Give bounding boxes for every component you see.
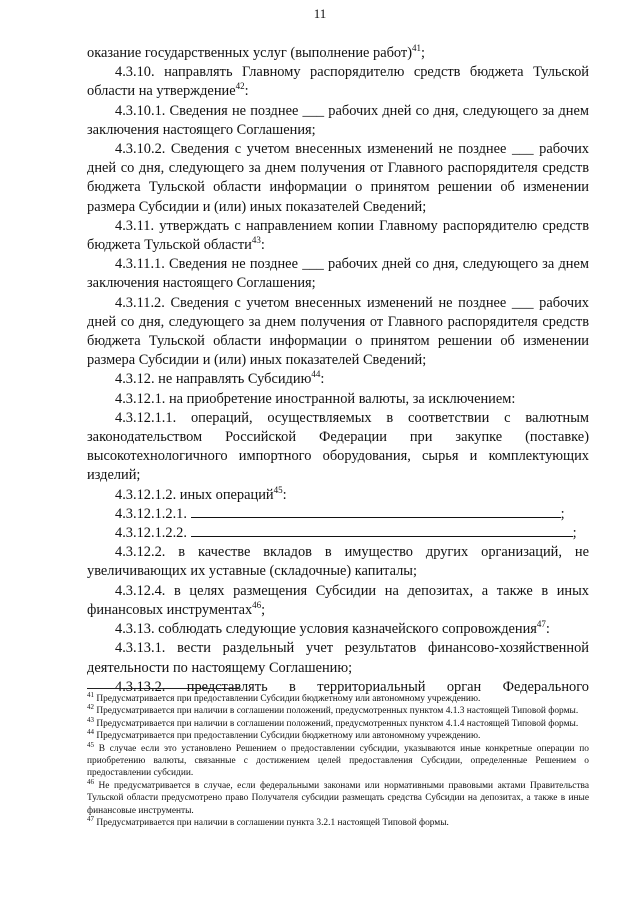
blank-fill-line [191,505,561,518]
paragraph-4-3-12-1-1: 4.3.12.1.1. операций, осуществляемых в соответствии с валютным законодательством Российской Федерации при закупке (поставке) высокотехнологичного импортного оборудования, сырья и комплектующих изделий; [87,409,589,484]
footnote-44: $^{44}$ Предусматривается при предоставлении Субсидии бюджетному или автономному учреждению. [87,728,481,742]
footnote-43: $^{43}$ Предусматривается при наличии в соглашении положений, предусмотренных пунктом 4.1.4 настоящей Типовой формы. [87,715,579,729]
paragraph-4-3-10: 4.3.10. направлять Главному распорядителю средств бюджета Тульской области на утверждение$^{42}$: [87,64,589,100]
footnote-46: $^{46}$ Не предусматривается в случае, если федеральными законами или нормативными правовыми актами Правительства Тульской области предусмотрено право Получателя субсидии размещать средства Субсидии на депозитах, а также в иные финансовые инструменты. [87,777,589,816]
paragraph-4-3-12-1-2-1: 4.3.12.1.2.1. ; [115,505,565,522]
blank-fill-line [191,524,573,537]
footnote-41: $^{41}$ Предусматривается при предоставлении Субсидии бюджетному или автономному учреждению. [87,690,481,704]
paragraph-4-3-12-4: 4.3.12.4. в целях размещения Субсидии на депозитах, а также в иных финансовых инструментах$^{46}$; [87,582,589,618]
paragraph-4-3-12: 4.3.12. не направлять Субсидию$^{44}$: [115,369,325,388]
paragraph-4-3-13-1: 4.3.13.1. вести раздельный учет результатов финансово-хозяйственной деятельности по настоящему Соглашению; [87,640,589,676]
footnote-ref-44: 44 [311,369,321,380]
footnote-47: $^{47}$ Предусматривается при наличии в соглашении пункта 3.2.1 настоящей Типовой формы. [87,814,449,829]
paragraph-4-3-13-2: 4.3.13.2. представлять в территориальный орган Федерального [115,678,589,695]
footnote-ref-47: 47 [536,619,546,630]
paragraph-4-3-12-1: 4.3.12.1. на приобретение иностранной валюты, за исключением: [115,390,516,407]
document-body [87,44,589,697]
footnote-42: $^{42}$ Предусматривается при наличии в соглашении положений, предусмотренных пунктом 4.1.3 настоящей Типовой формы. [87,703,579,717]
footnote-ref-43: 43 [251,235,261,246]
footnote-ref-41: 41 [412,43,422,54]
paragraph-4-3-10-1: 4.3.10.1. Сведения не позднее ___ рабочих дней со дня, следующего за днем заключения настоящего Соглашения; [87,102,589,138]
paragraph-4-3-10-2: 4.3.10.2. Сведения с учетом внесенных изменений не позднее ___ рабочих дней со дня, следующего за днем получения от Главного распорядителя средств бюджета Тульской области информации о принятом решении об изменении размера Субсидии и (или) иных показателей Сведений; [87,141,589,215]
paragraph-4-3-11: 4.3.11. утверждать с направлением копии Главному распорядителю средств бюджета Тульской области$^{43}$: [87,217,589,254]
footnote-45: $^{45}$ В случае если это установлено Решением о предоставлении субсидии, указываются иные конкретные операции по приобретению валюты, связанные с достижением целей предоставления Субсидии, определенные Решением о предоставлении субсидии. [87,740,589,779]
footnote-ref-45: 45 [273,484,283,495]
footnotes [87,690,589,829]
paragraph-4-3-13: 4.3.13. соблюдать следующие условия казначейского сопровождения$^{47}$: [115,619,550,638]
footnote-ref-46: 46 [252,600,262,611]
paragraph-4-3-11-2: 4.3.11.2. Сведения с учетом внесенных изменений не позднее ___ рабочих дней со дня, следующего за днем получения от Главного распорядителя средств бюджета Тульской области информации о принятом решении об изменении размера Субсидии и (или) иных показателей Сведений; [87,294,589,369]
paragraph-4-3-12-1-2-2: 4.3.12.1.2.2. ; [115,525,577,542]
paragraph-4-3-12-2: 4.3.12.2. в качестве вкладов в имущество других организаций, не увеличивающих их уставные (складочные) капиталы; [87,544,589,580]
page-number: 11 [313,6,327,21]
footnote-separator [87,688,239,689]
paragraph-0: оказание государственных услуг (выполнение работ)$^{41}$; [87,43,426,61]
paragraph-4-3-11-1: 4.3.11.1. Сведения не позднее ___ рабочих дней со дня, следующего за днем заключения настоящего Соглашения; [87,256,589,292]
paragraph-4-3-12-1-2: 4.3.12.1.2. иных операций$^{45}$: [115,484,287,503]
footnote-ref-42: 42 [235,81,245,92]
